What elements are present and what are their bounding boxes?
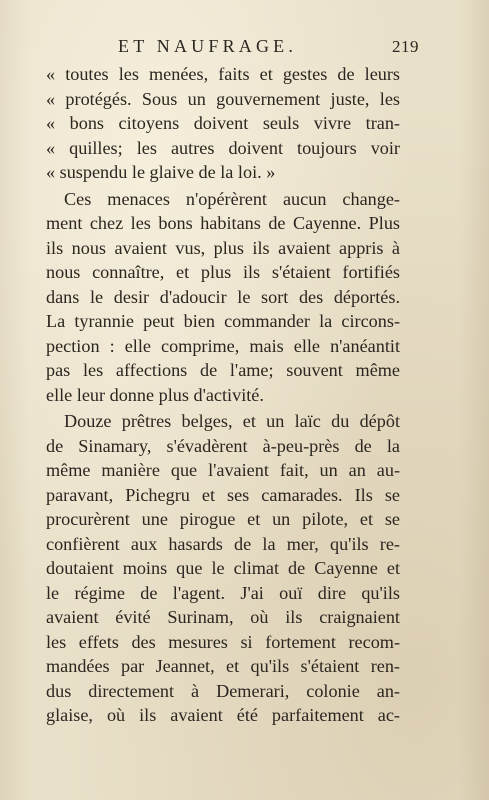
text-line: paravant, Pichegru et ses camarades. Ils se [46,484,400,505]
text-line: elle leur donne plus d'activité. [46,384,264,405]
page-number: 219 [392,37,419,56]
text-line: « protégés. Sous un gouvernement juste, les [46,88,400,109]
text-line: dans le desir d'adoucir le sort des déportés. [46,286,400,307]
text-line: dus directement à Demerari, colonie an- [46,680,400,701]
text-line: même manière que l'avaient fait, un an au- [46,460,400,480]
text-line: mandées par Jeannet, et qu'ils s'étaient ren- [46,656,400,676]
running-head [0,36,489,60]
text-line: « toutes les menées, faits et gestes de leurs [46,64,400,84]
body-text [46,62,400,728]
paragraph [46,409,400,728]
text-line: « suspendu le glaive de la loi. » [46,162,276,182]
text-line: Douze prêtres belges, et un laïc du dépôt [64,411,400,431]
text-line: nous connaître, et plus ils s'étaient fortifiés [46,262,400,282]
text-line: confièrent aux hasards de la mer, qu'ils re- [46,533,400,554]
text-line: procurèrent une pirogue et un pilote, et se [46,509,400,529]
text-line: pection : elle comprime, mais elle n'anéantit [46,335,400,356]
text-line: « quilles; les autres doivent toujours voir [46,137,400,158]
text-line: La tyrannie peut bien commander la circons- [46,311,400,331]
paragraph [46,187,400,408]
text-line: avaient évité Surinam, où ils craignaient [46,607,400,627]
text-line: de Sinamary, s'évadèrent à-peu-près de la [46,435,400,456]
text-line: ment chez les bons habitans de Cayenne. Plus [46,213,400,233]
text-line: pas les affections de l'ame; souvent même [46,360,400,380]
text-line: les effets des mesures si fortement recom- [46,631,400,652]
text-line: « bons citoyens doivent seuls vivre tran- [46,113,400,133]
text-line: le régime de l'agent. J'ai ouï dire qu'ils [46,582,400,603]
text-line: glaise, où ils avaient été parfaitement ac- [46,705,400,725]
text-line: ils nous avaient vus, plus ils avaient appris à [46,237,400,258]
running-title: ET NAUFRAGE. [118,36,298,56]
text-line: Ces menaces n'opérèrent aucun change- [64,188,400,209]
paragraph-quotation [46,62,400,185]
text-line: doutaient moins que le climat de Cayenne et [46,558,400,578]
